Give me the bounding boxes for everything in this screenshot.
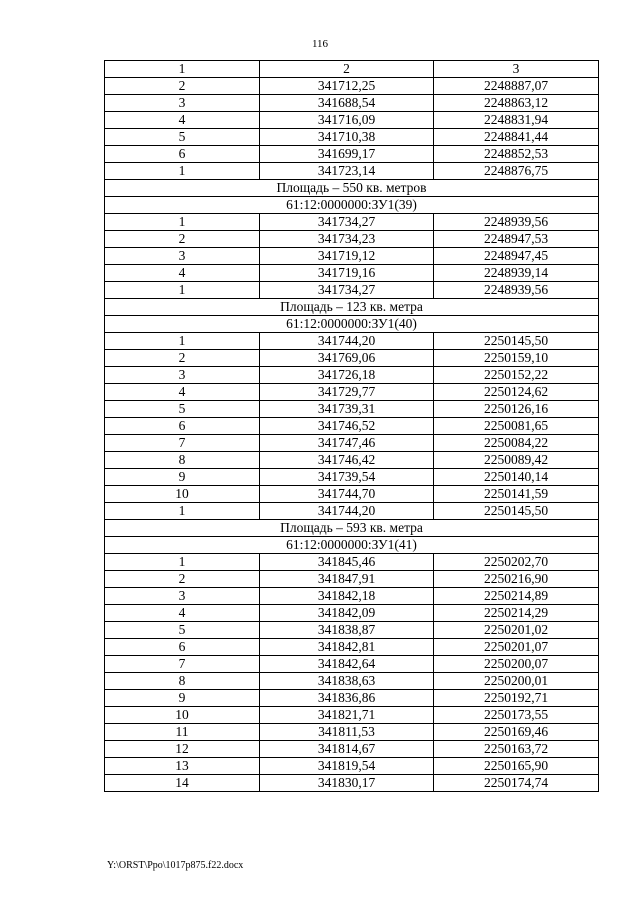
y-coordinate-cell: 2250145,50 <box>434 503 599 520</box>
point-number-cell: 5 <box>105 129 260 146</box>
table-row <box>105 724 599 741</box>
point-number-cell: 8 <box>105 452 260 469</box>
point-number-cell: 2 <box>105 78 260 95</box>
y-coordinate-cell: 2250165,90 <box>434 758 599 775</box>
table-row <box>105 775 599 792</box>
y-coordinate-cell: 2248939,14 <box>434 265 599 282</box>
y-coordinate-cell: 2250081,65 <box>434 418 599 435</box>
y-coordinate-cell: 2250124,62 <box>434 384 599 401</box>
y-coordinate-cell: 2250169,46 <box>434 724 599 741</box>
table-row <box>105 707 599 724</box>
y-coordinate-cell: 2250173,55 <box>434 707 599 724</box>
x-coordinate-cell: 341734,23 <box>260 231 434 248</box>
y-coordinate-cell: 2248939,56 <box>434 282 599 299</box>
point-number-cell: 14 <box>105 775 260 792</box>
x-coordinate-cell: 341842,18 <box>260 588 434 605</box>
point-number-cell: 7 <box>105 435 260 452</box>
x-coordinate-cell: 341744,20 <box>260 333 434 350</box>
section-label: 61:12:0000000:ЗУ1(39) <box>105 197 599 214</box>
point-number-cell: 4 <box>105 265 260 282</box>
point-number-cell: 2 <box>105 350 260 367</box>
point-number-cell: 3 <box>105 248 260 265</box>
section-label: Площадь – 123 кв. метра <box>105 299 599 316</box>
x-coordinate-cell: 341811,53 <box>260 724 434 741</box>
y-coordinate-cell: 2248876,75 <box>434 163 599 180</box>
x-coordinate-cell: 341845,46 <box>260 554 434 571</box>
y-coordinate-cell: 2248947,53 <box>434 231 599 248</box>
table-row <box>105 503 599 520</box>
table-section-row <box>105 316 599 333</box>
y-coordinate-cell: 2250200,01 <box>434 673 599 690</box>
x-coordinate-cell: 341734,27 <box>260 282 434 299</box>
table-row <box>105 588 599 605</box>
table-row <box>105 656 599 673</box>
x-coordinate-cell: 341739,54 <box>260 469 434 486</box>
x-coordinate-cell: 341744,20 <box>260 503 434 520</box>
table-section-row <box>105 180 599 197</box>
y-coordinate-cell: 2250141,59 <box>434 486 599 503</box>
table-row <box>105 214 599 231</box>
x-coordinate-cell: 341830,17 <box>260 775 434 792</box>
point-number-cell: 1 <box>105 282 260 299</box>
y-coordinate-cell: 2250140,14 <box>434 469 599 486</box>
y-coordinate-cell: 2250152,22 <box>434 367 599 384</box>
x-coordinate-cell: 341719,12 <box>260 248 434 265</box>
column-header: 3 <box>434 61 599 78</box>
point-number-cell: 11 <box>105 724 260 741</box>
table-row <box>105 163 599 180</box>
x-coordinate-cell: 341838,63 <box>260 673 434 690</box>
point-number-cell: 4 <box>105 384 260 401</box>
table-section-row <box>105 197 599 214</box>
y-coordinate-cell: 2248863,12 <box>434 95 599 112</box>
table-row <box>105 367 599 384</box>
point-number-cell: 6 <box>105 418 260 435</box>
point-number-cell: 2 <box>105 231 260 248</box>
x-coordinate-cell: 341842,09 <box>260 605 434 622</box>
x-coordinate-cell: 341746,52 <box>260 418 434 435</box>
table-row <box>105 265 599 282</box>
table-row <box>105 248 599 265</box>
point-number-cell: 12 <box>105 741 260 758</box>
column-header: 2 <box>260 61 434 78</box>
table-row <box>105 418 599 435</box>
y-coordinate-cell: 2250084,22 <box>434 435 599 452</box>
point-number-cell: 4 <box>105 112 260 129</box>
y-coordinate-cell: 2250174,74 <box>434 775 599 792</box>
x-coordinate-cell: 341821,71 <box>260 707 434 724</box>
point-number-cell: 1 <box>105 214 260 231</box>
table-header-row <box>105 61 599 78</box>
point-number-cell: 10 <box>105 707 260 724</box>
y-coordinate-cell: 2250145,50 <box>434 333 599 350</box>
x-coordinate-cell: 341842,81 <box>260 639 434 656</box>
table-section-row <box>105 537 599 554</box>
table-row <box>105 78 599 95</box>
x-coordinate-cell: 341819,54 <box>260 758 434 775</box>
table-row <box>105 350 599 367</box>
point-number-cell: 1 <box>105 163 260 180</box>
point-number-cell: 8 <box>105 673 260 690</box>
table-row <box>105 129 599 146</box>
y-coordinate-cell: 2248831,94 <box>434 112 599 129</box>
point-number-cell: 7 <box>105 656 260 673</box>
x-coordinate-cell: 341747,46 <box>260 435 434 452</box>
x-coordinate-cell: 341842,64 <box>260 656 434 673</box>
y-coordinate-cell: 2248939,56 <box>434 214 599 231</box>
x-coordinate-cell: 341838,87 <box>260 622 434 639</box>
point-number-cell: 1 <box>105 554 260 571</box>
table-row <box>105 384 599 401</box>
point-number-cell: 3 <box>105 95 260 112</box>
x-coordinate-cell: 341746,42 <box>260 452 434 469</box>
table-row <box>105 401 599 418</box>
table-row <box>105 231 599 248</box>
table-section-row <box>105 520 599 537</box>
table-row <box>105 639 599 656</box>
point-number-cell: 3 <box>105 367 260 384</box>
y-coordinate-cell: 2250201,02 <box>434 622 599 639</box>
y-coordinate-cell: 2250214,29 <box>434 605 599 622</box>
x-coordinate-cell: 341710,38 <box>260 129 434 146</box>
file-path-footer: Y:\ORST\Ppo\1017p875.f22.docx <box>107 860 244 871</box>
y-coordinate-cell: 2250214,89 <box>434 588 599 605</box>
coordinates-table <box>104 60 599 792</box>
table-row <box>105 282 599 299</box>
section-label: Площадь – 550 кв. метров <box>105 180 599 197</box>
y-coordinate-cell: 2248887,07 <box>434 78 599 95</box>
point-number-cell: 13 <box>105 758 260 775</box>
page-number: 116 <box>311 38 329 50</box>
x-coordinate-cell: 341699,17 <box>260 146 434 163</box>
y-coordinate-cell: 2250159,10 <box>434 350 599 367</box>
point-number-cell: 2 <box>105 571 260 588</box>
y-coordinate-cell: 2250202,70 <box>434 554 599 571</box>
y-coordinate-cell: 2250163,72 <box>434 741 599 758</box>
x-coordinate-cell: 341739,31 <box>260 401 434 418</box>
table-row <box>105 333 599 350</box>
x-coordinate-cell: 341719,16 <box>260 265 434 282</box>
point-number-cell: 6 <box>105 146 260 163</box>
table-row <box>105 452 599 469</box>
y-coordinate-cell: 2250200,07 <box>434 656 599 673</box>
table-row <box>105 605 599 622</box>
table-row <box>105 571 599 588</box>
table-row <box>105 95 599 112</box>
x-coordinate-cell: 341734,27 <box>260 214 434 231</box>
x-coordinate-cell: 341769,06 <box>260 350 434 367</box>
point-number-cell: 4 <box>105 605 260 622</box>
table-row <box>105 469 599 486</box>
table-row <box>105 554 599 571</box>
y-coordinate-cell: 2250126,16 <box>434 401 599 418</box>
y-coordinate-cell: 2248947,45 <box>434 248 599 265</box>
point-number-cell: 1 <box>105 333 260 350</box>
x-coordinate-cell: 341712,25 <box>260 78 434 95</box>
table-row <box>105 741 599 758</box>
y-coordinate-cell: 2250089,42 <box>434 452 599 469</box>
table-row <box>105 673 599 690</box>
section-label: Площадь – 593 кв. метра <box>105 520 599 537</box>
y-coordinate-cell: 2250216,90 <box>434 571 599 588</box>
point-number-cell: 5 <box>105 401 260 418</box>
point-number-cell: 10 <box>105 486 260 503</box>
point-number-cell: 9 <box>105 690 260 707</box>
table-section-row <box>105 299 599 316</box>
x-coordinate-cell: 341729,77 <box>260 384 434 401</box>
table-row <box>105 146 599 163</box>
x-coordinate-cell: 341847,91 <box>260 571 434 588</box>
section-label: 61:12:0000000:ЗУ1(41) <box>105 537 599 554</box>
point-number-cell: 1 <box>105 503 260 520</box>
section-label: 61:12:0000000:ЗУ1(40) <box>105 316 599 333</box>
x-coordinate-cell: 341726,18 <box>260 367 434 384</box>
table-row <box>105 435 599 452</box>
table-row <box>105 486 599 503</box>
x-coordinate-cell: 341723,14 <box>260 163 434 180</box>
table-row <box>105 112 599 129</box>
column-header: 1 <box>105 61 260 78</box>
x-coordinate-cell: 341688,54 <box>260 95 434 112</box>
y-coordinate-cell: 2250201,07 <box>434 639 599 656</box>
y-coordinate-cell: 2250192,71 <box>434 690 599 707</box>
x-coordinate-cell: 341744,70 <box>260 486 434 503</box>
table-row <box>105 622 599 639</box>
x-coordinate-cell: 341836,86 <box>260 690 434 707</box>
point-number-cell: 5 <box>105 622 260 639</box>
x-coordinate-cell: 341814,67 <box>260 741 434 758</box>
table-row <box>105 758 599 775</box>
coordinates-table-body <box>105 61 599 792</box>
y-coordinate-cell: 2248841,44 <box>434 129 599 146</box>
table-row <box>105 690 599 707</box>
point-number-cell: 9 <box>105 469 260 486</box>
y-coordinate-cell: 2248852,53 <box>434 146 599 163</box>
point-number-cell: 3 <box>105 588 260 605</box>
point-number-cell: 6 <box>105 639 260 656</box>
x-coordinate-cell: 341716,09 <box>260 112 434 129</box>
